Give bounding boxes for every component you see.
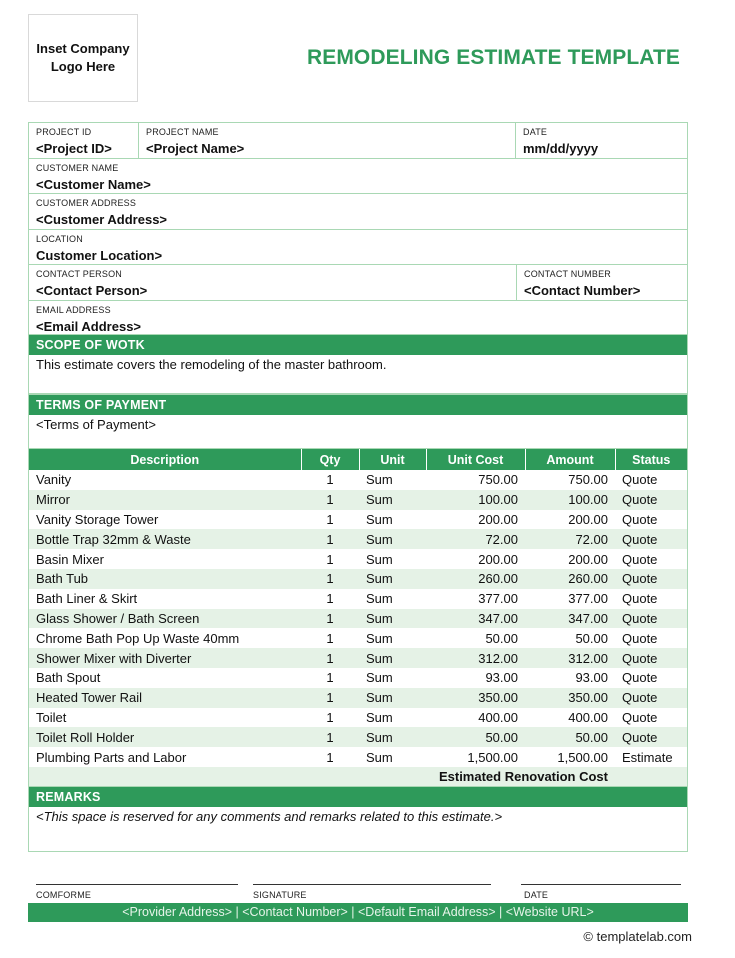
- header-status: Status: [615, 449, 687, 470]
- item-unit[interactable]: Sum: [359, 490, 426, 510]
- item-status[interactable]: Estimate: [622, 749, 673, 765]
- item-status[interactable]: Quote: [615, 727, 687, 747]
- logo-line-2: Logo Here: [50, 59, 116, 74]
- total-row: [29, 767, 687, 787]
- item-status[interactable]: Quote: [622, 472, 658, 488]
- item-description[interactable]: Chrome Bath Pop Up Waste 40mm: [36, 630, 240, 646]
- customer-name-cell: [29, 159, 687, 194]
- table-row: [29, 490, 687, 510]
- contact-person-label: CONTACT PERSON: [36, 269, 122, 279]
- item-description[interactable]: Plumbing Parts and Labor: [36, 749, 187, 765]
- item-description[interactable]: Glass Shower / Bath Screen: [29, 609, 301, 629]
- item-status[interactable]: Quote: [615, 569, 687, 589]
- item-unit-cost[interactable]: 72.00: [426, 529, 525, 549]
- item-qty[interactable]: 1: [326, 630, 334, 646]
- item-status[interactable]: Quote: [615, 648, 687, 668]
- company-logo-placeholder: [28, 14, 138, 102]
- item-amount[interactable]: 347.00: [525, 609, 615, 629]
- info-row-contact: [29, 265, 687, 301]
- payment-section: [28, 394, 688, 449]
- item-description[interactable]: Bottle Trap 32mm & Waste: [29, 529, 301, 549]
- item-status[interactable]: Quote: [622, 551, 658, 567]
- table-row: [29, 569, 687, 589]
- item-amount[interactable]: 260.00: [525, 569, 615, 589]
- table-row: [29, 727, 687, 747]
- item-unit-cost[interactable]: 400.00: [478, 709, 518, 725]
- email-cell: [29, 301, 687, 337]
- item-qty[interactable]: 1: [301, 609, 359, 629]
- header-unit: Unit: [359, 449, 426, 470]
- total-label: Estimated Renovation Cost: [359, 767, 615, 787]
- item-amount[interactable]: 72.00: [525, 529, 615, 549]
- project-id-label: PROJECT ID: [36, 127, 92, 137]
- item-description[interactable]: Vanity: [36, 472, 72, 488]
- item-amount[interactable]: 377.00: [568, 591, 608, 607]
- customer-name-label: CUSTOMER NAME: [36, 162, 119, 173]
- templatelab-credit[interactable]: © templatelab.com: [583, 929, 692, 944]
- item-amount[interactable]: 50.00: [525, 727, 615, 747]
- info-row-customer-name: [29, 159, 687, 195]
- customer-name-value[interactable]: <Customer Name>: [36, 176, 151, 192]
- remarks-heading: REMARKS: [29, 787, 687, 807]
- item-qty[interactable]: 1: [326, 591, 334, 607]
- customer-address-value[interactable]: <Customer Address>: [36, 212, 168, 227]
- contact-number-label: CONTACT NUMBER: [524, 269, 611, 279]
- item-unit-cost[interactable]: 1,500.00: [467, 749, 518, 765]
- item-unit[interactable]: Sum: [366, 749, 393, 765]
- item-description[interactable]: Toilet: [36, 709, 67, 725]
- customer-address-label: CUSTOMER ADDRESS: [36, 198, 137, 208]
- items-table-wrapper: [28, 449, 688, 788]
- email-value[interactable]: <Email Address>: [36, 318, 142, 334]
- signature-line[interactable]: [253, 884, 491, 885]
- header-amount: Amount: [525, 449, 615, 470]
- item-amount[interactable]: 350.00: [525, 688, 615, 708]
- contact-number-cell: [516, 265, 687, 300]
- item-qty[interactable]: 1: [301, 490, 359, 510]
- header-qty: Qty: [301, 449, 359, 470]
- item-qty[interactable]: 1: [326, 472, 334, 488]
- scope-section: [28, 334, 688, 394]
- item-unit[interactable]: Sum: [366, 630, 393, 646]
- item-status[interactable]: Quote: [615, 688, 687, 708]
- item-qty[interactable]: 1: [326, 749, 334, 765]
- items-header-row: [29, 449, 687, 470]
- document-title: REMODELING ESTIMATE TEMPLATE: [306, 46, 680, 69]
- info-row-customer-address: [29, 194, 687, 230]
- item-qty[interactable]: 1: [326, 511, 334, 527]
- contact-person-cell: [29, 265, 516, 300]
- item-amount[interactable]: 750.00: [568, 472, 608, 488]
- item-unit-cost[interactable]: 347.00: [426, 609, 525, 629]
- signature-label: SIGNATURE: [253, 890, 307, 900]
- customer-address-cell: [29, 194, 687, 229]
- item-qty[interactable]: 1: [301, 688, 359, 708]
- table-row: [29, 529, 687, 549]
- item-status[interactable]: Quote: [615, 490, 687, 510]
- item-unit[interactable]: Sum: [366, 472, 393, 488]
- table-row: [29, 708, 687, 728]
- item-unit-cost[interactable]: 93.00: [485, 670, 518, 686]
- item-unit[interactable]: Sum: [366, 591, 393, 607]
- item-status[interactable]: Quote: [615, 529, 687, 549]
- item-status[interactable]: Quote: [622, 511, 658, 527]
- item-unit-cost[interactable]: 750.00: [478, 472, 518, 488]
- payment-text[interactable]: <Terms of Payment>: [36, 417, 156, 432]
- item-description[interactable]: Bath Liner & Skirt: [36, 591, 138, 607]
- header-unit-cost: Unit Cost: [426, 449, 525, 470]
- project-id-cell: [29, 123, 138, 158]
- logo-line-1: Inset Company: [36, 41, 130, 56]
- project-name-value[interactable]: <Project Name>: [146, 141, 245, 156]
- item-unit[interactable]: Sum: [359, 609, 426, 629]
- item-qty[interactable]: 1: [301, 727, 359, 747]
- item-description[interactable]: Mirror: [29, 490, 301, 510]
- item-unit[interactable]: Sum: [359, 727, 426, 747]
- item-qty[interactable]: 1: [326, 551, 334, 567]
- item-amount[interactable]: 1,500.00: [557, 749, 608, 765]
- date-line[interactable]: [521, 884, 681, 885]
- item-description[interactable]: Bath Spout: [36, 670, 101, 686]
- item-unit[interactable]: Sum: [366, 551, 393, 567]
- item-unit-cost[interactable]: 50.00: [426, 727, 525, 747]
- project-name-cell: [138, 123, 515, 158]
- item-unit-cost[interactable]: 312.00: [426, 648, 525, 668]
- info-row-location: [29, 230, 687, 266]
- item-unit[interactable]: Sum: [359, 569, 426, 589]
- item-qty[interactable]: 1: [301, 529, 359, 549]
- project-name-label: PROJECT NAME: [146, 127, 219, 137]
- item-amount[interactable]: 312.00: [525, 648, 615, 668]
- item-unit[interactable]: Sum: [359, 529, 426, 549]
- table-row: [29, 549, 687, 569]
- item-amount[interactable]: 93.00: [575, 670, 608, 686]
- location-value[interactable]: Customer Location>: [36, 247, 163, 263]
- footer-contact-bar: <Provider Address> | <Contact Number> | <Default Email Address> | <Website URL>: [28, 903, 688, 922]
- email-label: EMAIL ADDRESS: [36, 304, 111, 315]
- item-status[interactable]: Quote: [622, 670, 658, 686]
- item-qty[interactable]: 1: [301, 648, 359, 668]
- location-cell: [29, 230, 687, 265]
- item-unit-cost[interactable]: 350.00: [426, 688, 525, 708]
- table-row: [29, 747, 687, 767]
- contact-number-value[interactable]: <Contact Number>: [524, 283, 641, 298]
- location-label: LOCATION: [36, 233, 83, 244]
- item-unit-cost[interactable]: 100.00: [426, 490, 525, 510]
- item-description[interactable]: Basin Mixer: [36, 551, 104, 567]
- scope-text[interactable]: This estimate covers the remodeling of the master bathroom.: [36, 357, 387, 372]
- item-description[interactable]: Toilet Roll Holder: [29, 727, 301, 747]
- table-row: [29, 648, 687, 668]
- date-label: DATE: [523, 127, 548, 137]
- item-description[interactable]: Shower Mixer with Diverter: [29, 648, 301, 668]
- item-amount[interactable]: 100.00: [525, 490, 615, 510]
- table-row: [29, 470, 687, 490]
- conform-label: COMFORME: [36, 890, 92, 900]
- item-unit-cost[interactable]: 200.00: [478, 551, 518, 567]
- item-unit-cost[interactable]: 260.00: [426, 569, 525, 589]
- payment-heading: TERMS OF PAYMENT: [29, 395, 687, 415]
- scope-heading: SCOPE OF WOTK: [29, 335, 687, 355]
- item-qty[interactable]: 1: [326, 709, 334, 725]
- item-unit-cost[interactable]: 377.00: [478, 591, 518, 607]
- item-unit-cost[interactable]: 50.00: [485, 630, 518, 646]
- item-amount[interactable]: 200.00: [568, 551, 608, 567]
- project-id-value[interactable]: <Project ID>: [36, 141, 112, 156]
- header-description: Description: [29, 449, 301, 470]
- item-description[interactable]: Heated Tower Rail: [29, 688, 301, 708]
- item-description[interactable]: Bath Tub: [29, 569, 301, 589]
- remarks-section: [28, 786, 688, 852]
- table-row: [29, 688, 687, 708]
- table-row: [29, 589, 687, 609]
- info-row-project: [29, 123, 687, 159]
- item-status[interactable]: Quote: [615, 609, 687, 629]
- total-value[interactable]: [615, 767, 687, 787]
- date-cell: [515, 123, 687, 158]
- contact-person-value[interactable]: <Contact Person>: [36, 283, 148, 298]
- item-unit-cost[interactable]: 200.00: [478, 511, 518, 527]
- info-row-email: [29, 301, 687, 337]
- date-value[interactable]: mm/dd/yyyy: [523, 141, 599, 156]
- item-amount[interactable]: 50.00: [575, 630, 608, 646]
- item-description[interactable]: Vanity Storage Tower: [36, 511, 159, 527]
- table-row: [29, 628, 687, 648]
- item-amount[interactable]: 400.00: [568, 709, 608, 725]
- item-unit[interactable]: Sum: [366, 511, 393, 527]
- item-unit[interactable]: Sum: [359, 648, 426, 668]
- item-unit[interactable]: Sum: [366, 670, 393, 686]
- item-qty[interactable]: 1: [326, 670, 334, 686]
- items-table: [29, 449, 687, 787]
- item-qty[interactable]: 1: [301, 569, 359, 589]
- table-row: [29, 609, 687, 629]
- item-unit[interactable]: Sum: [366, 709, 393, 725]
- signature-date-label: DATE: [524, 890, 549, 900]
- table-row: [29, 510, 687, 530]
- conform-line[interactable]: [36, 884, 238, 885]
- item-status[interactable]: Quote: [622, 591, 658, 607]
- table-row: [29, 668, 687, 688]
- item-status[interactable]: Quote: [622, 630, 658, 646]
- item-amount[interactable]: 200.00: [568, 511, 608, 527]
- remarks-text[interactable]: <This space is reserved for any comments and remarks related to this estimate.>: [36, 809, 503, 824]
- project-info-block: [28, 122, 688, 337]
- item-status[interactable]: Quote: [622, 709, 658, 725]
- item-unit[interactable]: Sum: [359, 688, 426, 708]
- total-row-spacer: [29, 767, 359, 787]
